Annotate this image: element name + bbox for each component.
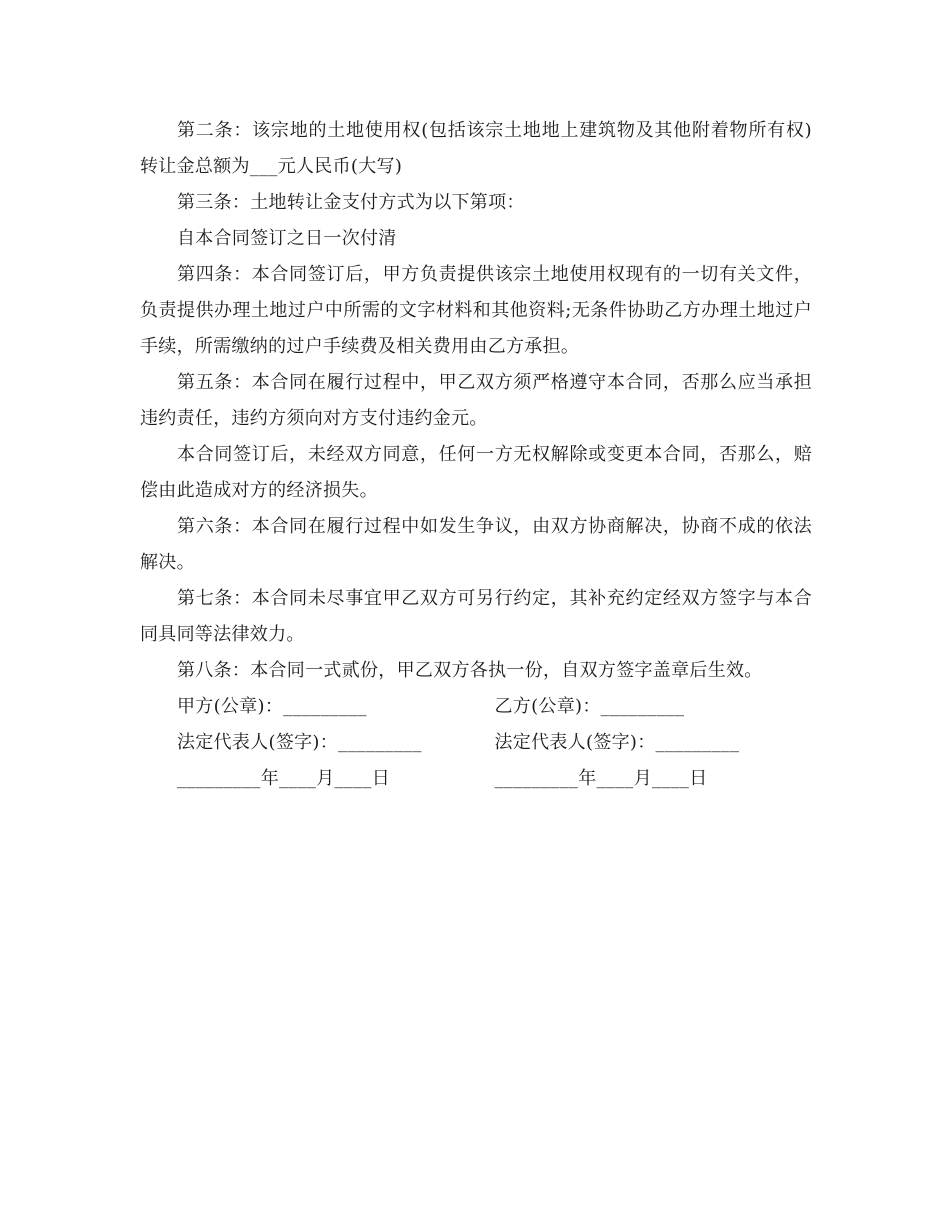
clause-3-payment-method: 第三条：土地转让金支付方式为以下第项：: [177, 192, 525, 213]
party-a-date-line: _________年____月____日: [177, 768, 390, 789]
clause-2-transfer-price: 第二条：该宗地的土地使用权(包括该宗土地地上建筑物及其他附着物所有权)转让金总额为___元人民币(大写): [140, 120, 812, 177]
party-a-rep-line: 法定代表人(签字)：_________: [177, 732, 422, 753]
clause-5-termination: 本合同签订后，未经双方同意，任何一方无权解除或变更本合同，否那么，赔偿由此造成对方的经济损失。: [140, 444, 812, 501]
signature-rep-row: [140, 725, 812, 761]
contract-body: [140, 113, 812, 797]
party-b-rep-line: 法定代表人(签字)：_________: [494, 732, 740, 753]
clause-6-disputes: 第六条：本合同在履行过程中如发生争议，由双方协商解决，协商不成的依法解决。: [140, 516, 812, 573]
signature-seal-row: [140, 689, 812, 725]
party-a-seal-line: 甲方(公章)：_________: [177, 696, 367, 717]
party-b-seal-line: 乙方(公章)：_________: [494, 696, 685, 717]
clause-7-supplement: 第七条：本合同未尽事宜甲乙双方可另行约定，其补充约定经双方签字与本合同具同等法律效力。: [140, 588, 812, 645]
clause-8-effectiveness: 第八条：本合同一式贰份，甲乙双方各执一份，自双方签字盖章后生效。: [177, 660, 763, 681]
clause-5-breach: 第五条：本合同在履行过程中，甲乙双方须严格遵守本合同，否那么应当承担违约责任，违约方须向对方支付违约金元。: [140, 372, 812, 429]
party-b-date-line: _________年____月____日: [494, 768, 708, 789]
clause-4-obligations: 第四条：本合同签订后，甲方负责提供该宗土地使用权现有的一切有关文件，负责提供办理土地过户中所需的文字材料和其他资料;无条件协助乙方办理土地过户手续，所需缴纳的过户手续费及相关费用由乙方承担。: [140, 264, 812, 357]
signature-date-row: [140, 761, 812, 797]
payment-option-lump-sum: 自本合同签订之日一次付清: [177, 228, 397, 249]
